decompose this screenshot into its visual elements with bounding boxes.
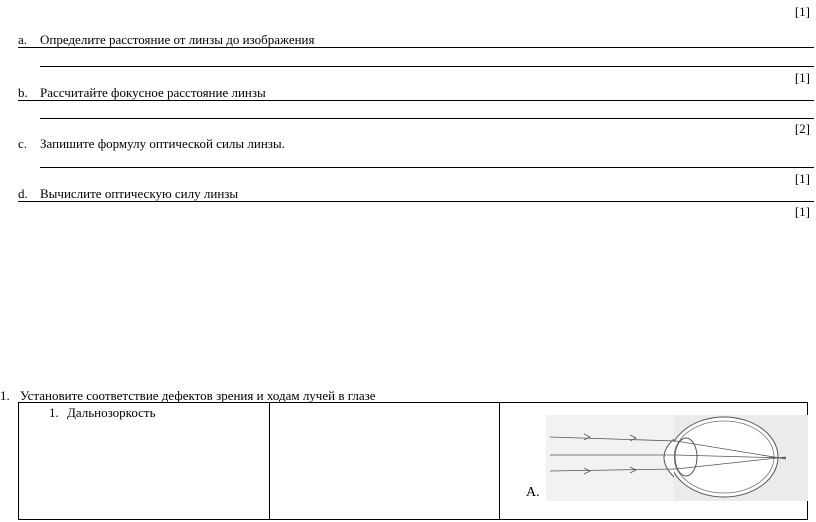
mark-score: [1] (794, 171, 810, 186)
diagram-label: А. (526, 485, 540, 500)
question-b-letter: b. (18, 85, 28, 100)
mark-score: [1] (794, 70, 810, 85)
question-d-letter: d. (18, 186, 28, 201)
task-text: Установите соответствие дефектов зрения и ходам лучей в глазе (20, 388, 376, 403)
question-a-letter: a. (18, 32, 28, 47)
answer-line-c[interactable] (40, 167, 814, 168)
matching-table (18, 402, 808, 520)
mark-score: [1] (794, 4, 810, 19)
answer-cell[interactable] (270, 403, 500, 520)
question-b-underline (18, 100, 814, 101)
task-number: 1. (0, 388, 10, 403)
eye-ray-diagram (546, 415, 808, 501)
question-c-letter: c. (18, 136, 28, 151)
answer-line-b[interactable] (40, 118, 814, 119)
diagram-cell (500, 403, 808, 520)
question-d-text: Вычислите оптическую силу линзы (40, 186, 239, 201)
mark-score: [1] (794, 204, 810, 219)
question-c-text: Запишите формулу оптической силы линзы. (40, 136, 285, 151)
question-b-text: Рассчитайте фокусное расстояние линзы (40, 85, 266, 100)
defect-label: Дальнозоркость (67, 405, 156, 420)
table-row (19, 403, 808, 520)
defect-number: 1. (49, 405, 59, 420)
mark-score: [2] (794, 121, 810, 136)
question-d-underline (18, 201, 814, 202)
defect-cell (19, 403, 270, 520)
answer-line-a[interactable] (40, 66, 814, 67)
question-a-underline (18, 47, 814, 48)
question-a-text: Определите расстояние от линзы до изображения (40, 32, 315, 47)
